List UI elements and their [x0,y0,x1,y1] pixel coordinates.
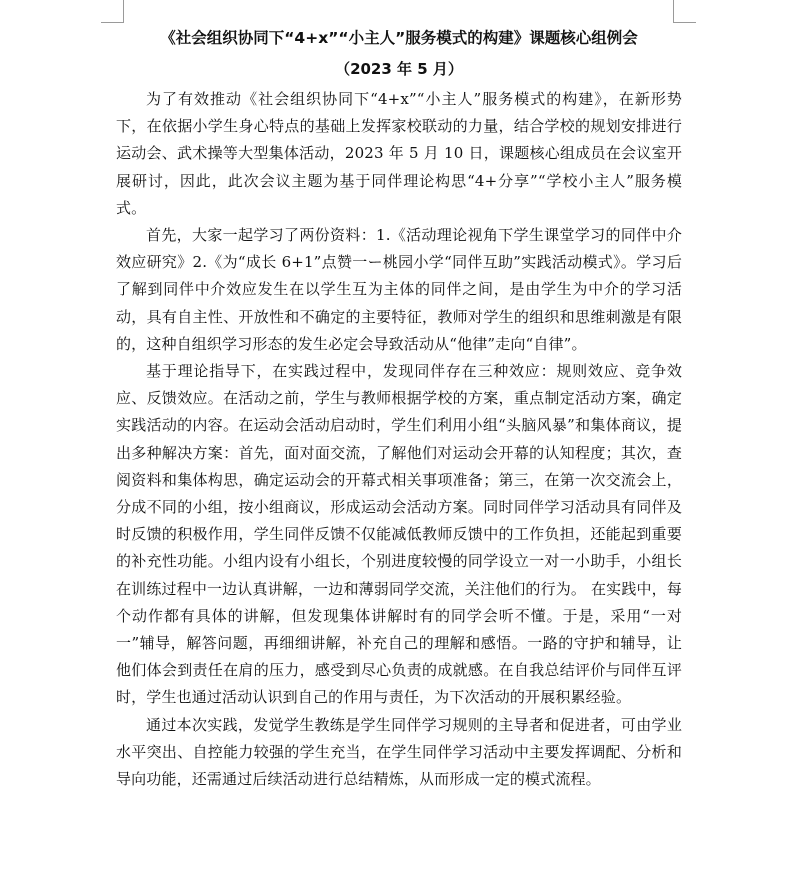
document-title: 《社会组织协同下“4+x”“小主人”服务模式的构建》课题核心组例会 [160,29,638,47]
page-corner-marker-right [673,0,696,23]
paragraph-practice: 基于理论指导下，在实践过程中，发现同伴存在三种效应：规则效应、竞争效应、反馈效应。在活动之前，学生与教师根据学校的方案，重点制定活动方案，确定实践活动的内容。在运动会活动启动时，学生们利用小组“头脑风暴”和集体商议，提出多种解决方案：首先，面对面交流，了解他们对运动会开幕的认知程度；其次，查阅资料和集体构思，确定运动会的开幕式相关事项准备；第三，在第一次交流会上，分成不同的小组，按小组商议，形成运动会活动方案。同时同伴学习活动具有同伴及时反馈的积极作用，学生同伴反馈不仅能减低教师反馈中的工作负担，还能起到重要的补充性功能。小组内设有小组长，个别进度较慢的同学设立一对一小助手，小组长在训练过程中一边认真讲解，一边和薄弱同学交流，关注他们的行为。 在实践中，每个动作都有具体的讲解，但发现集体讲解时有的同学会听不懂。于是，采用“一对一”辅导，解答问题，再细细讲解，补充自己的理解和感悟。一路的守护和辅导，让他们体会到责任在肩的压力，感受到尽心负责的成就感。在自我总结评价与同伴互评时，学生也通过活动认识到自己的作用与责任，为下次活动的开展积累经验。 [116,362,682,707]
document-date: （2023 年 5 月） [335,60,463,78]
paragraph-study-materials: 首先，大家一起学习了两份资料：1.《活动理论视角下学生课堂学习的同伴中介效应研究》2.《为“成长 6+1”点赞一ー桃园小学“同伴互助”实践活动模式》。学习后了解到同伴中介效应发生在以学生互为主体的同伴之间，是由学生为中介的学习活动，具有自主性、开放性和不确定的主要特征，教师对学生的组织和思维刺激是有限的，这种自组织学习形态的发生必定会导致活动从“他律”走向“自律”。 [116,226,682,353]
paragraph-intro: 为了有效推动《社会组织协同下“4+x”“小主人”服务模式的构建》，在新形势下，在依据小学生身心特点的基础上发挥家校联动的力量，结合学校的规划安排进行运动会、武术操等大型集体活动，2023 年 5 月 10 日，课题核心组成员在会议室开展研讨，因此，此次会议主题为基于同伴理论构思“4+分享”“学校小主人”服务模式。 [116,90,682,217]
page-corner-marker-left [101,0,124,23]
document-body [116,22,682,793]
paragraph-conclusion: 通过本次实践，发觉学生教练是学生同伴学习规则的主导者和促进者，可由学业水平突出、自控能力较强的学生充当，在学生同伴学习活动中主要发挥调配、分析和导向功能，还需通过后续活动进行总结精炼，从而形成一定的模式流程。 [116,715,682,789]
